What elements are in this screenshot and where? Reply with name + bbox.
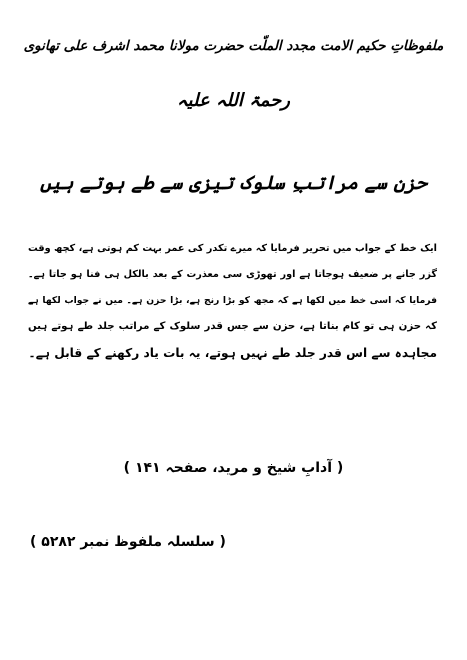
header-line-2: رحمۃ اللہ علیہ	[177, 90, 290, 111]
series-number: ( سلسلہ ملفوظ نمبر ۵۲۸۲ )	[30, 534, 226, 550]
source-reference: ( آدابِ شیخ و مرید، صفحہ ۱۴۱ )	[123, 460, 344, 476]
body-line: مجاہدہ سے اس قدر جلد طے نہیں ہوتے، یہ بات یاد رکھنے کے قابل ہے۔	[28, 346, 437, 360]
page-title: حزن سے مراتبِ سلوک تیزی سے طے ہوتے ہیں	[40, 172, 427, 194]
body-line: کہ حزن ہی تو کام بناتا ہے، حزن سے جس قدر سلوک کے مراتب جلد طے ہوتے ہیں	[28, 321, 437, 332]
header-line-1: ملفوظاتِ حکیم الامت مجدد الملّت حضرت مولانا محمد اشرف علی تھانوی	[23, 38, 444, 54]
body-line: گزر جانے پر ضعیف ہوجاتا ہے اور تھوڑی سی معذرت کے بعد بالکل ہی فنا ہو جاتا ہے۔	[28, 269, 437, 280]
body-line: ایک خط کے جواب میں تحریر فرمایا کہ میرے تکدر کی عمر بہت کم ہوتی ہے، کچھ وقت	[28, 243, 437, 254]
body-line: فرمایا کہ اسی خط میں لکھا ہے کہ مجھ کو بڑا رنج ہے، بڑا حزن ہے۔ میں نے جواب لکھا ہے	[28, 295, 437, 306]
body-paragraph	[28, 236, 437, 366]
